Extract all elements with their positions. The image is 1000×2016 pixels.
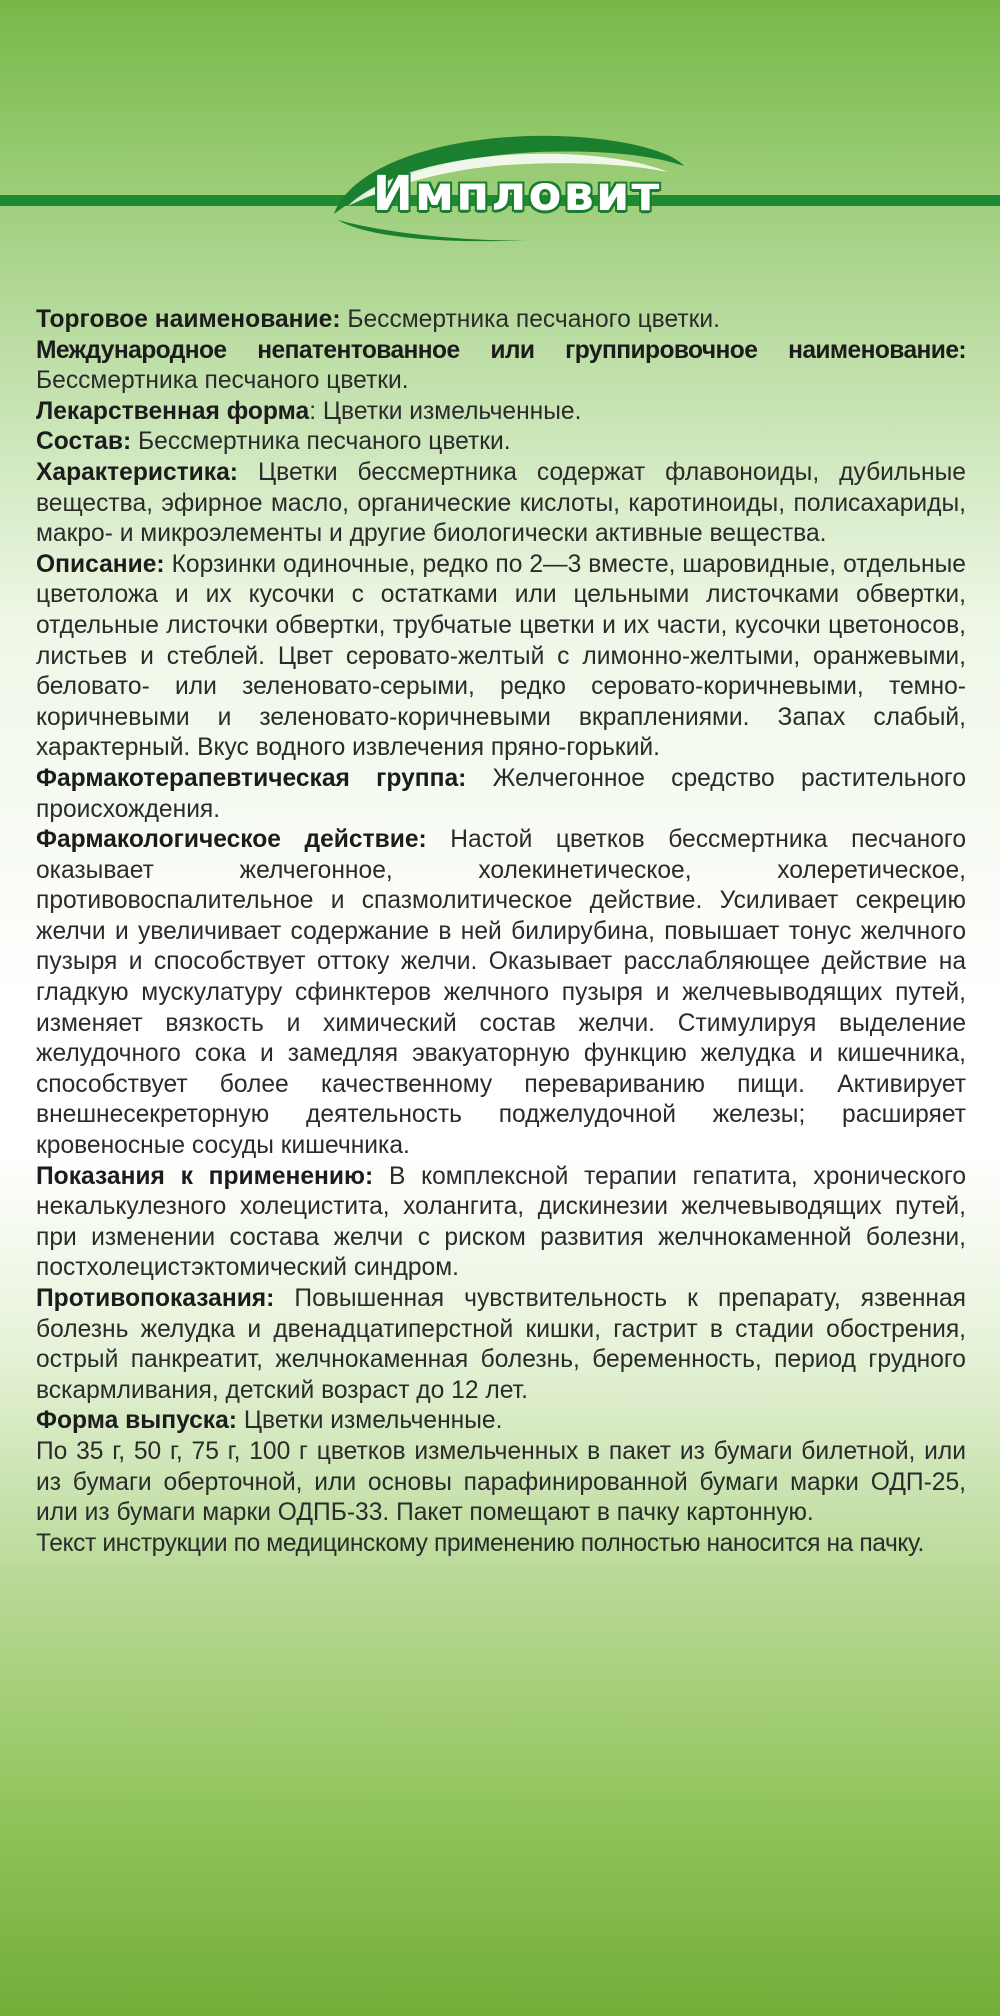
section-text: Бессмертника песчаного цветки. xyxy=(36,367,409,395)
section-text: По 35 г, 50 г, 75 г, 100 г цветков измельченных в пакет из бумаги билетной, или из бумаги оберточной, или основы парафинированной бумаги марки ОДП-25, или из бумаги марки ОДПБ-33. Пакет помещают в пачку картонную. xyxy=(36,1437,966,1527)
section-text: Бессмертника песчаного цветки. xyxy=(131,428,511,456)
section-text: Желчегонное средство растительного происхождения. xyxy=(36,764,966,823)
section-packaging xyxy=(36,1437,966,1529)
section-text: Бессмертника песчаного цветки. xyxy=(340,306,720,333)
section-text: Корзинки одиночные, редко по 2—3 вместе, шаровидные, отдельные цветоложа и их кусочки с остатками или цельными листочками обвертки, отдельные листочки обвертки, трубчатые цветки и их части, кусочки цветоносов, листьев и стеблей. Цвет серовато-желтый с лимонно-желтыми, оранжевыми, беловато- или зеленовато-серыми, редко серовато-коричневыми, темно-коричневыми и зеленовато-коричневыми вкраплениями. Запах слабый, характерный. Вкус водного извлечения пряно-горький. xyxy=(36,550,966,762)
section-text: Цветки измельченные. xyxy=(237,1407,503,1435)
section-text: Текст инструкции по медицинскому применению полностью наносится на пачку. xyxy=(36,1529,924,1557)
section-pharmacotherapeutic-group xyxy=(36,764,966,825)
section-inn xyxy=(36,336,966,397)
section-heading: Фармакотерапевтическая группа: xyxy=(36,764,467,792)
section-characteristics xyxy=(36,458,966,550)
section-text: Цветки бессмертника содержат флавоноиды, дубильные вещества, эфирное масло, органические кислоты, каротиноиды, полисахариды, макро- и микроэлементы и другие биологически активные вещества. xyxy=(36,458,966,548)
section-note xyxy=(36,1529,966,1560)
section-contraindications xyxy=(36,1284,966,1406)
section-release-form xyxy=(36,1406,966,1437)
section-text: В комплексной терапии гепатита, хронического некалькулезного холецистита, холангита, дискинезии желчевыводящих путей, при изменении состава желчи с риском развития желчнокаменной болезни, постхолецистэктомический синдром. xyxy=(36,1162,966,1282)
section-heading: Международное непатентованное или группировочное наименование: xyxy=(36,336,966,364)
section-indications xyxy=(36,1162,966,1284)
section-trade-name xyxy=(36,305,966,336)
section-heading: Характеристика: xyxy=(36,458,238,486)
section-heading: Описание: xyxy=(36,550,165,578)
brand-logo xyxy=(328,130,688,250)
section-heading: Показания к применению: xyxy=(36,1162,374,1190)
section-dosage-form xyxy=(36,397,966,428)
section-composition xyxy=(36,427,966,458)
brand-name: Импловит xyxy=(372,166,662,222)
instruction-text xyxy=(36,305,966,1559)
section-pharmacological-action xyxy=(36,825,966,1162)
section-heading: Противопоказания: xyxy=(36,1285,275,1312)
section-heading: Лекарственная форма xyxy=(36,397,310,425)
section-heading: Форма выпуска: xyxy=(36,1407,237,1435)
section-heading: Торговое наименование: xyxy=(36,306,341,333)
section-description xyxy=(36,550,966,764)
section-text: Настой цветков бессмертника песчаного оказывает желчегонное, холекинетическое, холеретическое, противовоспалительное и спазмолитическое действие. Усиливает секрецию желчи и увеличивает содержание в ней билирубина, повышает тонус желчного пузыря и способствует оттоку желчи. Оказывает расслабляющее действие на гладкую мускулатуру сфинктеров желчного пузыря и желчевыводящих путей, изменяет вязкость и химический состав желчи. Стимулируя выделение желудочного сока и замедляя эвакуаторную функцию желудка и кишечника, способствует более качественному перевариванию пищи. Активирует внешнесекреторную деятельность поджелудочной железы; расширяет кровеносные сосуды кишечника. xyxy=(36,826,966,1160)
section-heading: Фармакологическое действие: xyxy=(36,826,427,854)
section-text: : Цветки измельченные. xyxy=(309,397,582,425)
section-heading: Состав: xyxy=(36,428,132,456)
section-text: Повышенная чувствительность к препарату, язвенная болезнь желудка и двенадцатиперстной кишки, гастрит в стадии обострения, острый панкреатит, желчнокаменная болезнь, беременность, период грудного вскармливания, детский возраст до 12 лет. xyxy=(36,1285,966,1404)
